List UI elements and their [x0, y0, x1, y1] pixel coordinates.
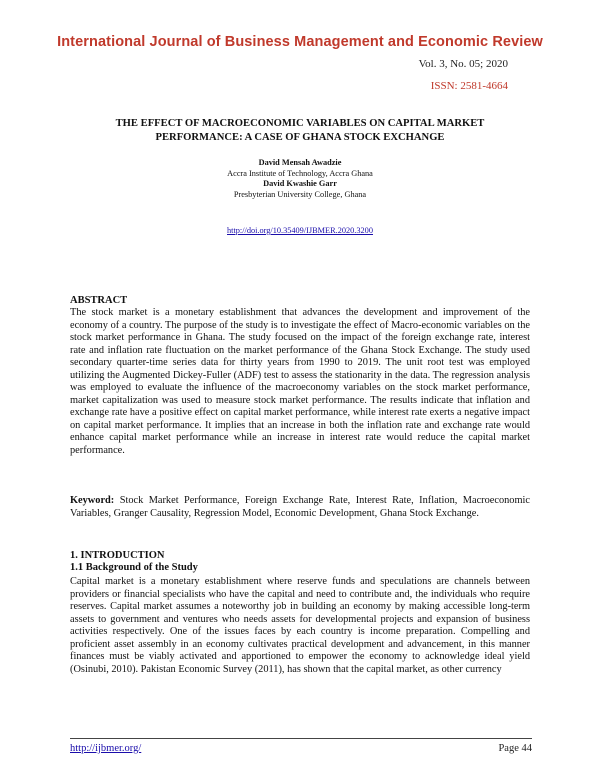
- background-subheading: 1.1 Background of the Study: [70, 562, 198, 573]
- doi-link[interactable]: http://doi.org/10.35409/IJBMER.2020.3200: [227, 226, 373, 235]
- keywords-label: Keyword:: [70, 495, 115, 506]
- paper-title-line-1: THE EFFECT OF MACROECONOMIC VARIABLES ON CAPITAL MARKET: [115, 118, 485, 129]
- keywords-paragraph: [70, 495, 530, 520]
- keywords-text: Stock Market Performance, Foreign Exchange Rate, Interest Rate, Inflation, Macroeconomic Variables, Granger Causality, Regression Model, Economic Development, Ghana Stock Exchange.: [70, 495, 530, 519]
- author-name: David Mensah Awadzie: [258, 158, 342, 167]
- issn: ISSN: 2581-4664: [430, 80, 508, 92]
- footer-divider: [70, 738, 532, 739]
- introduction-heading: 1. INTRODUCTION: [70, 550, 165, 561]
- volume-info: Vol. 3, No. 05; 2020: [418, 58, 508, 70]
- page-number: Page 44: [498, 743, 532, 754]
- author-affiliation: Presbyterian University College, Ghana: [233, 189, 367, 199]
- paper-title: [60, 117, 540, 144]
- author-affiliation: Accra Institute of Technology, Accra Ghana: [227, 168, 373, 178]
- paper-title-line-2: PERFORMANCE: A CASE OF GHANA STOCK EXCHANGE: [155, 131, 445, 143]
- abstract-heading: ABSTRACT: [70, 295, 128, 306]
- journal-title: International Journal of Business Management and Economic Review: [57, 34, 543, 50]
- footer-url-link[interactable]: http://ijbmer.org/: [70, 743, 142, 754]
- introduction-text: Capital market is a monetary establishment where reserve funds and speculations are channels between providers or financial specialists who have the capital and need to contribute and, the individuals who require reserves. Capital market assumes a noteworthy job in building an economy by making accessible long-term assets to government and ventures who needs assets for developmental projects and expansion of business activities respectively. One of the issues faces by each country is income preparation. Compelling and proficient asset assembly in an economy cultivates practical development and advancement, in this manner finances must be viably activated and apportioned to empower the economy to acknowledge ideal yield (Osinubi, 2010). Pakistan Economic Survey (2011), has shown that the capital market, as other currency: [70, 576, 530, 675]
- author-block: [0, 158, 600, 200]
- abstract-text: The stock market is a monetary establishment that advances the development and improvement of the economy of a country. The purpose of the study is to investigate the effect of Macro-economic variables on the stock market performance in Ghana. The study focused on the impact of the foreign exchange rate, interest rate and inflation rate fluctuation on the market performance of the Ghana Stock Exchange. The study used secondary quarter-time series data for thirty years from 1990 to 2019. The unit root test was employed utilizing the Augmented Dickey-Fuller (ADF) test to assess the stationarity in the data. The regression analysis was employed to evaluate the influence of the macroeconomy variables on the stock market performance, market capitalization was used to measure stock market performance. The results indicate that inflation and exchange rate have a positive effect on capital market performance, while interest rate exerts a negative impact on capital market performance. It implies that an increase in both the inflation rate and exchange rate would enhance capital market performance while an increase in interest rate would reduce the capital market performance.: [70, 307, 530, 457]
- author-name: David Kwashie Garr: [263, 179, 337, 189]
